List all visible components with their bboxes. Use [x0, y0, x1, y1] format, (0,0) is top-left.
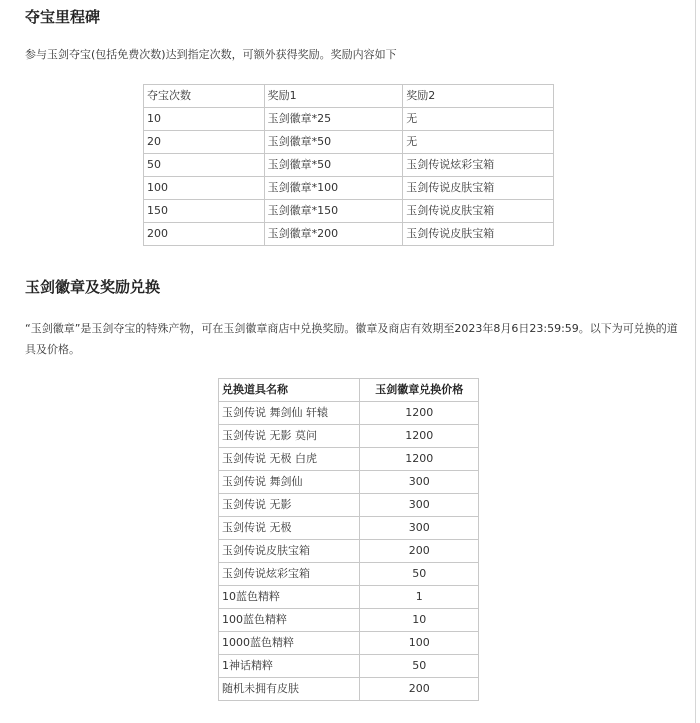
item-name-cell: 玉剑传说皮肤宝箱	[219, 540, 360, 563]
reward-2-cell: 玉剑传说皮肤宝箱	[403, 223, 554, 246]
table-row	[219, 425, 479, 448]
table-row	[144, 154, 554, 177]
reward-1-cell: 玉剑徽章*200	[264, 223, 403, 246]
header-cell-reward-2: 奖励2	[403, 85, 554, 108]
table-row	[219, 563, 479, 586]
item-name-cell: 玉剑传说 无极 白虎	[219, 448, 360, 471]
draw-count-cell: 50	[144, 154, 265, 177]
table-row	[219, 448, 479, 471]
draw-count-cell: 100	[144, 177, 265, 200]
milestone-rewards-table	[143, 84, 554, 246]
table-row	[144, 200, 554, 223]
table-row	[219, 655, 479, 678]
item-price-cell: 1	[360, 586, 479, 609]
table-row	[219, 678, 479, 701]
item-name-cell: 玉剑传说炫彩宝箱	[219, 563, 360, 586]
draw-count-cell: 20	[144, 131, 265, 154]
exchange-price-table	[218, 378, 479, 701]
item-name-cell: 1神话精粹	[219, 655, 360, 678]
item-price-cell: 200	[360, 540, 479, 563]
item-price-cell: 10	[360, 609, 479, 632]
header-cell-price: 玉剑徽章兑换价格	[360, 379, 479, 402]
table-row	[219, 540, 479, 563]
table-header-row	[219, 379, 479, 402]
item-price-cell: 100	[360, 632, 479, 655]
table-header-row	[144, 85, 554, 108]
reward-1-cell: 玉剑徽章*150	[264, 200, 403, 223]
item-price-cell: 1200	[360, 425, 479, 448]
item-price-cell: 1200	[360, 448, 479, 471]
item-price-cell: 300	[360, 517, 479, 540]
reward-1-cell: 玉剑徽章*50	[264, 131, 403, 154]
item-name-cell: 玉剑传说 舞剑仙	[219, 471, 360, 494]
item-name-cell: 1000蓝色精粹	[219, 632, 360, 655]
milestone-intro-text: 参与玉剑夺宝(包括免费次数)达到指定次数，可额外获得奖励。奖励内容如下	[25, 48, 397, 61]
table-row	[219, 609, 479, 632]
item-name-cell: 玉剑传说 无影	[219, 494, 360, 517]
exchange-intro-text: “玉剑徽章”是玉剑夺宝的特殊产物，可在玉剑徽章商店中兑换奖励。徽章及商店有效期至2023年8月6日23:59:59。以下为可兑换的道具及价格。	[25, 322, 678, 356]
exchange-section-title: 玉剑徽章及奖励兑换	[25, 278, 161, 296]
table-row	[219, 494, 479, 517]
table-row	[219, 586, 479, 609]
draw-count-cell: 10	[144, 108, 265, 131]
table-row	[219, 517, 479, 540]
item-price-cell: 200	[360, 678, 479, 701]
item-name-cell: 10蓝色精粹	[219, 586, 360, 609]
header-cell-reward-1: 奖励1	[264, 85, 403, 108]
reward-1-cell: 玉剑徽章*100	[264, 177, 403, 200]
item-name-cell: 100蓝色精粹	[219, 609, 360, 632]
reward-2-cell: 玉剑传说皮肤宝箱	[403, 177, 554, 200]
header-cell-item-name: 兑换道具名称	[219, 379, 360, 402]
reward-2-cell: 无	[403, 108, 554, 131]
reward-2-cell: 玉剑传说皮肤宝箱	[403, 200, 554, 223]
item-price-cell: 300	[360, 494, 479, 517]
draw-count-cell: 150	[144, 200, 265, 223]
table-row	[144, 108, 554, 131]
table-row	[144, 131, 554, 154]
item-price-cell: 50	[360, 563, 479, 586]
table-row	[219, 471, 479, 494]
item-name-cell: 玉剑传说 舞剑仙 轩辕	[219, 402, 360, 425]
draw-count-cell: 200	[144, 223, 265, 246]
item-price-cell: 50	[360, 655, 479, 678]
table-row	[219, 402, 479, 425]
item-name-cell: 玉剑传说 无影 莫问	[219, 425, 360, 448]
header-cell-draw-count: 夺宝次数	[144, 85, 265, 108]
reward-1-cell: 玉剑徽章*25	[264, 108, 403, 131]
table-row	[219, 632, 479, 655]
item-name-cell: 玉剑传说 无极	[219, 517, 360, 540]
table-row	[144, 223, 554, 246]
reward-2-cell: 无	[403, 131, 554, 154]
item-price-cell: 1200	[360, 402, 479, 425]
reward-2-cell: 玉剑传说炫彩宝箱	[403, 154, 554, 177]
table-row	[144, 177, 554, 200]
milestone-section-title: 夺宝里程碑	[25, 8, 101, 26]
reward-1-cell: 玉剑徽章*50	[264, 154, 403, 177]
item-name-cell: 随机未拥有皮肤	[219, 678, 360, 701]
item-price-cell: 300	[360, 471, 479, 494]
